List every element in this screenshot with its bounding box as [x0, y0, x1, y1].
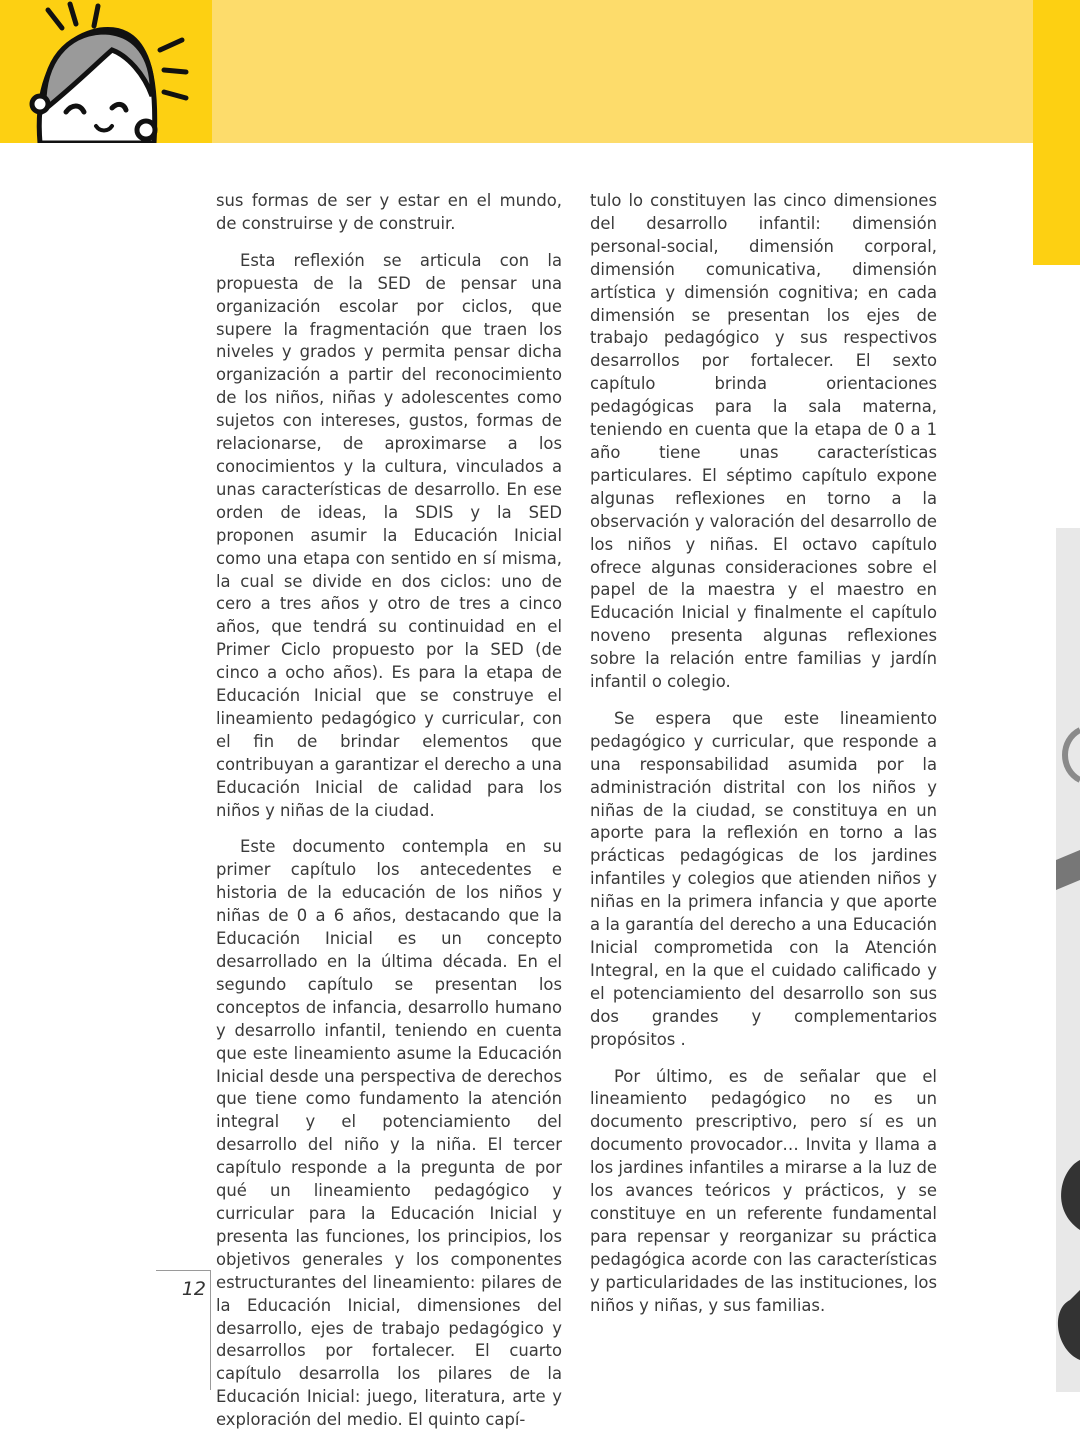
text-column-left: [216, 190, 562, 1446]
side-accent-tab: [1033, 0, 1080, 265]
paragraph: Se espera que este lineamiento pedagógico y curricular, que responde a una responsabilidad asumida por la administración distrital con los niños y niñas de la ciudad, se constituya en un aporte para la reflexión en torno a las prácticas pedagógicas de los jardines infantiles y colegios que atienden niños y niñas en la primera infancia y que aporte a la garantía del derecho a una Educación Inicial comprometida con la Atención Integral, en la que el cuidado calificado y el potenciamiento del desarrollo son sus dos grandes y complementarios propósitos .: [590, 708, 937, 1049]
side-decoration-shapes: [1040, 690, 1080, 1392]
page-margin-rule: [210, 1270, 211, 1390]
header-band: [212, 0, 1033, 143]
child-face-icon: [18, 0, 198, 143]
page-number: 12: [181, 1278, 206, 1300]
paragraph: sus formas de ser y estar en el mundo, de construirse y de construir.: [216, 191, 562, 233]
paragraph: Este documento contempla en su primer capítulo los antecedentes e historia de la educación de los niños y niñas de 0 a 6 años, destacando que la Educación Inicial es un concepto desarrollado en la última década. En el segundo capítulo se presentan los conceptos de infancia, desarrollo humano y desarrollo infantil, teniendo en cuenta que este lineamiento asume la Educación Inicial desde una perspectiva de derechos que tiene como fundamento la atención integral y el potenciamiento del desarrollo del niño y la niña. El tercer capítulo responde a la pregunta de por qué un lineamiento pedagógico y curricular para la Educación Inicial y presenta las funciones, los principios, los objetivos generales y los componentes estructurantes del lineamiento: pilares de la Educación Inicial, dimensiones del desarrollo, ejes de trabajo pedagógico y desarrollos por fortalecer. El cuarto capítulo desarrolla los pilares de la Educación Inicial: juego, literatura, arte y exploración del medio. El quinto capí-: [216, 837, 562, 1430]
paragraph: Por último, es de señalar que el lineamiento pedagógico no es un documento prescriptivo, pero sí es un documento provocador… Invita y llama a los jardines infantiles a mirarse a la luz de los avances teóricos y prácticos, y se constituye en un referente fundamental para repensar y reorganizar su práctica pedagógica acorde con las características y particularidades de las instituciones, los niños y niñas, y sus familias.: [590, 1066, 937, 1315]
paragraph: Esta reflexión se articula con la propuesta de la SED de pensar una organización escolar por ciclos, que supere la fragmentación que traen los niveles y grados y permita pensar dicha organización a partir del reconocimiento de los niños, niñas y adolescentes como sujetos con intereses, gustos, formas de relacionarse, de aproximarse a los conocimientos y la cultura, vinculados a unas características de desarrollo. En ese orden de ideas, la SDIS y la SED proponen asumir la Educación Inicial como una etapa con sentido en sí misma, la cual se divide en dos ciclos: uno de cero a tres años y otro de tres a cinco años, que tendrá su continuidad en el Primer Ciclo propuesto por la SED (de cinco a ocho años). Es para la etapa de Educación Inicial que se construye el lineamiento pedagógico y curricular, con el fin de brindar elementos que contribuyan a garantizar el derecho a una Educación Inicial de calidad para los niños y niñas de la ciudad.: [216, 250, 562, 820]
paragraph: tulo lo constituyen las cinco dimensiones del desarrollo infantil: dimensión personal-social, dimensión corporal, dimensión comunicativa, dimensión artística y dimensión cognitiva; en cada dimensión se presentan los ejes de trabajo pedagógico y sus respectivos desarrollos por fortalecer. El sexto capítulo brinda orientaciones pedagógicas para la sala materna, teniendo en cuenta que la etapa de 0 a 1 año tiene unas características particulares. El séptimo capítulo expone algunas reflexiones en torno a la observación y valoración del desarrollo de los niños y niñas. El octavo capítulo ofrece algunas consideraciones sobre el papel de la maestra y el maestro en Educación Inicial y finalmente el capítulo noveno presenta algunas reflexiones sobre la relación entre familias y jardín infantil o colegio.: [590, 191, 937, 692]
text-column-right: [590, 190, 937, 1332]
page-number-rule: [156, 1270, 211, 1271]
